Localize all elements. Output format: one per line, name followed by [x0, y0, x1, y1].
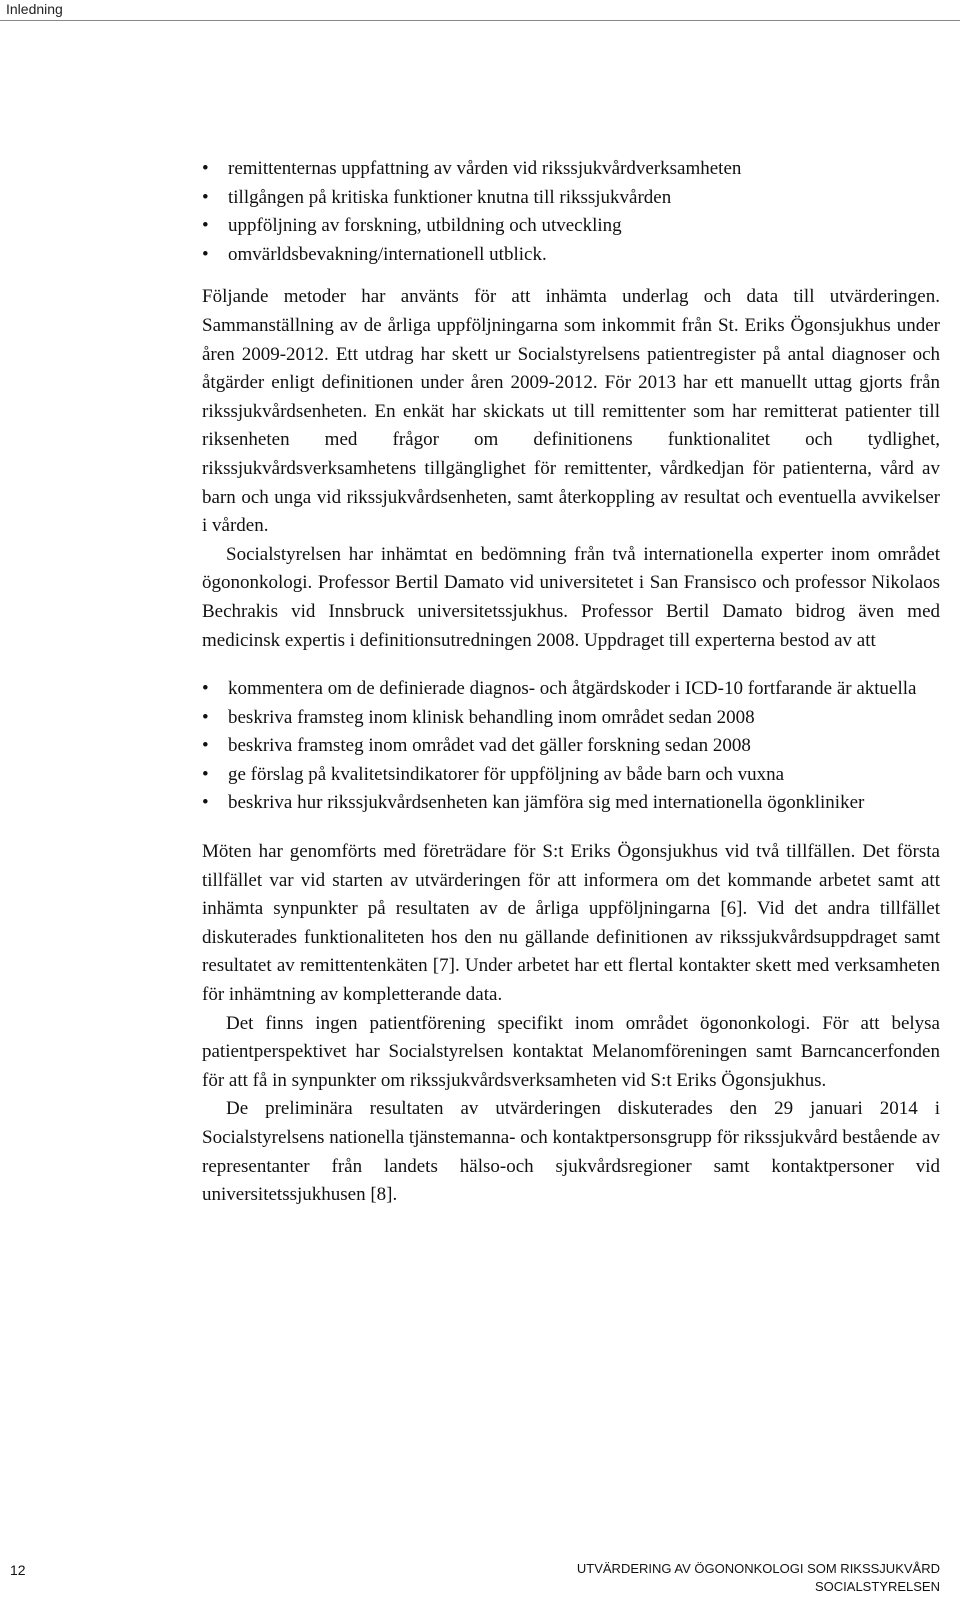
- list-item: • uppföljning av forskning, utbildning och utveckling: [202, 212, 940, 241]
- list-item: • tillgången på kritiska funktioner knutna till rikssjukvården: [202, 184, 940, 213]
- list-item: • kommentera om de definierade diagnos- och åtgärdskoder i ICD-10 fortfarande är aktuella: [202, 675, 940, 704]
- running-footer: [577, 1560, 940, 1596]
- paragraph-experts: Socialstyrelsen har inhämtat en bedömning från två internationella experter inom området ögononkologi. Professor Bertil Damato vid universitetet i San Fransisco och professor Nikolaos Bechrakis vid Innsbruck universitetssjukhus. Professor Bertil Damato bidrog även med medicinsk expertis i definitionsutredningen 2008. Uppdraget till experterna bestod av att: [202, 543, 940, 651]
- bullet-list-assignment: [202, 675, 940, 818]
- list-item: • ge förslag på kvalitetsindikatorer för uppföljning av både barn och vuxna: [202, 761, 940, 790]
- list-item: • beskriva framsteg inom klinisk behandling inom området sedan 2008: [202, 704, 940, 733]
- footer-report-title: UTVÄRDERING AV ÖGONONKOLOGI SOM RIKSSJUKVÅRD: [576, 1561, 940, 1576]
- main-content: [202, 155, 940, 1210]
- footer-publisher: SOCIALSTYRELSEN: [815, 1579, 940, 1594]
- list-item: • remittenternas uppfattning av vården vid rikssjukvårdverksamheten: [202, 155, 940, 184]
- bullet-list-scope: [202, 155, 940, 269]
- list-item: • beskriva hur rikssjukvårdsenheten kan jämföra sig med internationella ögonkliniker: [202, 789, 940, 818]
- header-title: Inledning: [6, 1, 63, 17]
- paragraph-meetings: Möten har genomförts med företrädare för S:t Eriks Ögonsjukhus vid två tillfällen. Det första tillfället var vid starten av utvärderingen för att informera om det kommande arbetet samt att inhämta synpunkter på resultaten av de årliga uppföljningarna [6]. Vid det andra tillfället diskuterades funktionaliteten hos den nu gällande definitionen av rikssjukvårdsuppdraget samt resultatet av remittentenkäten [7]. Under arbetet har ett flertal kontakter skett med verksamheten för inhämtning av kompletterande data.: [202, 841, 940, 1006]
- running-header: [0, 0, 960, 21]
- list-item: • beskriva framsteg inom området vad det gäller forskning sedan 2008: [202, 732, 940, 761]
- paragraph-preliminary-results: De preliminära resultaten av utvärderingen diskuterades den 29 januari 2014 i Socialstyrelsens nationella tjänstemanna- och kontaktpersonsgrupp för rikssjukvård bestående av representanter från landets hälso-och sjukvårdsregioner samt kontaktpersoner vid universitetssjukhusen [8].: [202, 1098, 940, 1206]
- page-number: 12: [10, 1562, 26, 1578]
- list-item: • omvärldsbevakning/internationell utblick.: [202, 241, 940, 270]
- paragraph-methods: Följande metoder har använts för att inhämta underlag och data till utvärderingen. Sammanställning av de årliga uppföljningarna som inkommit från St. Eriks Ögonsjukhus under åren 2009-2012. Ett utdrag har skett ur Socialstyrelsens patientregister på antal diagnoser och åtgärder enligt definitionen under åren 2009-2012. För 2013 har ett manuellt uttag gjorts från rikssjukvårdsenheten. En enkät har skickats ut till remittenter som har remitterat patienter till riksenheten med frågor om definitionens funktionalitet och tydlighet, rikssjukvårdsverksamhetens tillgänglighet för remittenter, vårdkedjan för patienterna, vård av barn och unga vid rikssjukvårdsenheten, samt återkoppling av resultat och eventuella avvikelser i vården.: [202, 286, 940, 537]
- paragraph-patient-perspective: Det finns ingen patientförening specifikt inom området ögononkologi. För att belysa patientperspektivet har Socialstyrelsen kontaktat Melanomföreningen samt Barncancerfonden för att få in synpunkter om rikssjukvårdsverksamheten vid S:t Eriks Ögonsjukhus.: [202, 1012, 940, 1091]
